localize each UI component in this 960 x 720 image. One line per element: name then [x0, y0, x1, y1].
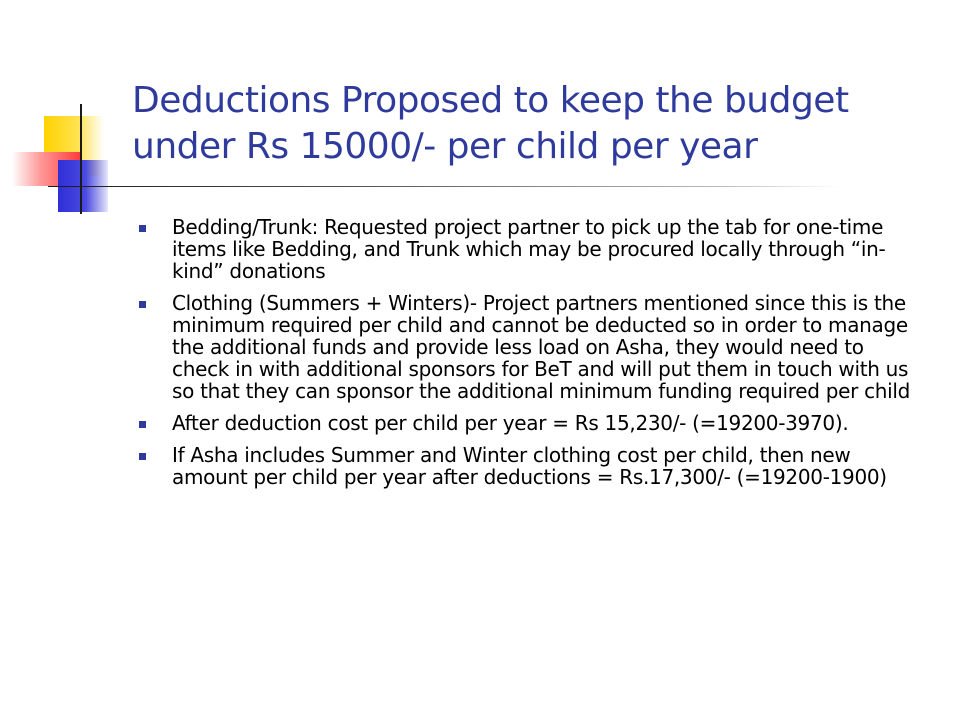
bullet-item	[136, 412, 926, 434]
bullet-text: After deduction cost per child per year = Rs 15,230/- (=19200-3970).	[172, 411, 849, 435]
bullet-item	[136, 216, 926, 282]
square-bullet-icon	[139, 453, 146, 460]
bullet-text: Clothing (Summers + Winters)- Project partners mentioned since this is the minimum required per child and cannot be deducted so in order to manage the additional funds and provide less load on Asha, they would need to check in with additional sponsors for BeT and will put them in touch with us so that they can sponsor the additional minimum funding required per child	[172, 291, 911, 403]
square-bullet-icon	[139, 421, 146, 428]
bullet-list	[136, 216, 926, 498]
bullet-item	[136, 292, 926, 402]
title-divider-line	[48, 186, 840, 187]
decorative-vertical-line	[80, 104, 82, 214]
bullet-text: Bedding/Trunk: Requested project partner to pick up the tab for one-time items like Bedding, and Trunk which may be procured locally through “in-kind” donations	[172, 215, 886, 283]
slide-title: Deductions Proposed to keep the budget under Rs 15000/- per child per year	[132, 80, 849, 167]
bullet-item	[136, 444, 926, 488]
square-bullet-icon	[139, 225, 146, 232]
square-bullet-icon	[139, 301, 146, 308]
bullet-text: If Asha includes Summer and Winter clothing cost per child, then new amount per child per year after deductions = Rs.17,300/- (=19200-1900)	[172, 443, 887, 489]
